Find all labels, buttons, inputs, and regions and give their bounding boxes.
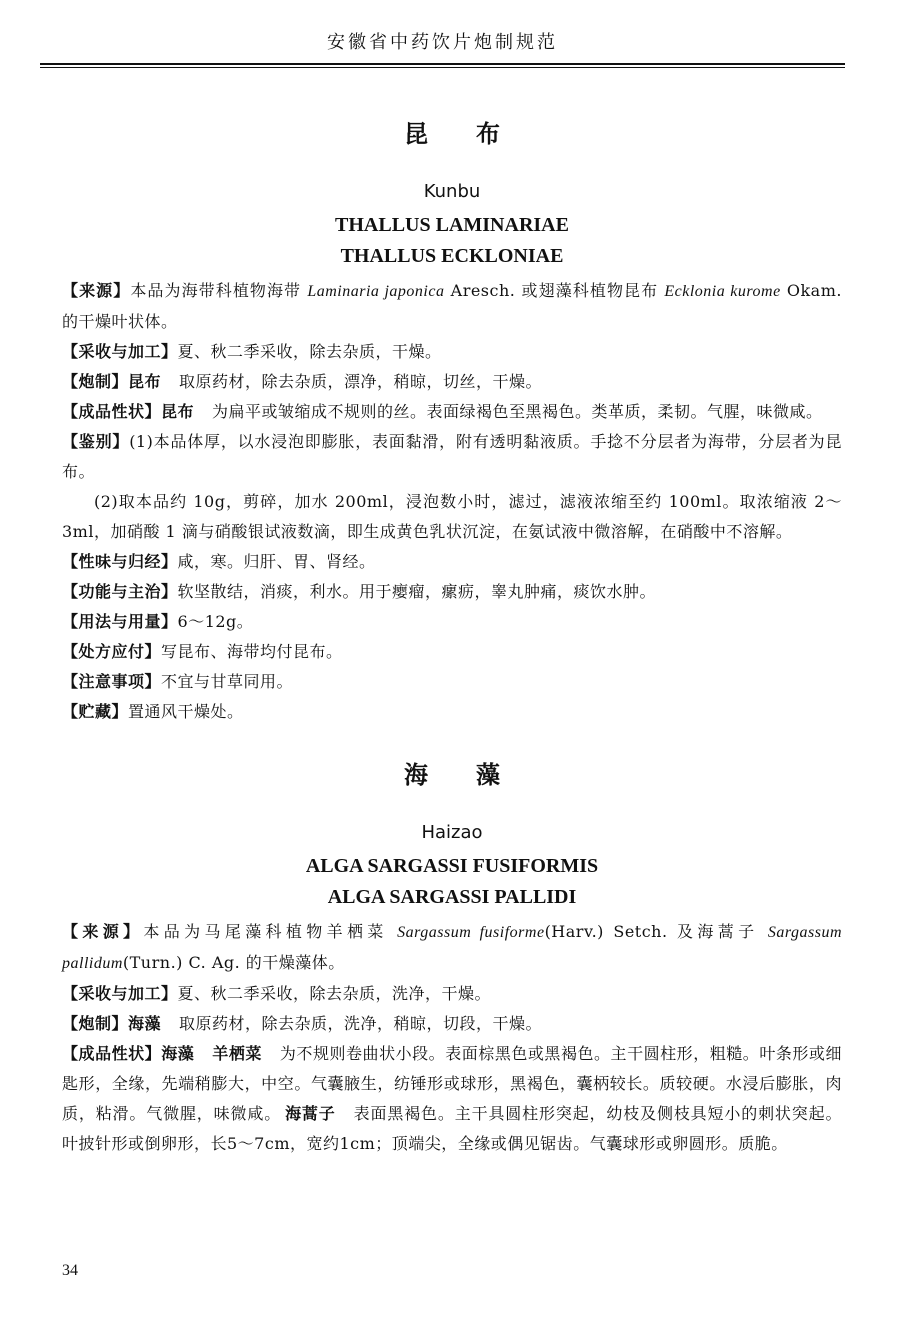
text: 本品为海带科植物海带: [130, 281, 308, 300]
text: 取原药材，除去杂质，漂净，稍晾，切丝，干燥。: [179, 372, 543, 391]
pinyin-name: Haizao: [421, 822, 483, 843]
page-number: 34: [62, 1262, 78, 1279]
taste-paragraph: [62, 547, 842, 577]
header-rule: [40, 63, 845, 68]
identification-paragraph-2: (2)取本品约 10g，剪碎，加水 200ml，浸泡数小时，滤过，滤液浓缩至约 100ml。取浓缩液 2～3ml，加硝酸 1 滴与硝酸银试液数滴，即生成黄色乳状沉淀，在氨试液中微溶解，在硝酸中不溶解。: [62, 492, 842, 541]
text: 置通风干燥处。: [128, 702, 244, 721]
product-paragraph: [62, 1039, 842, 1159]
source-paragraph: [62, 276, 842, 337]
field-label: 【炮制】: [62, 1014, 129, 1033]
source-paragraph: [62, 917, 842, 979]
text: 咸，寒。归肝、胃、肾经。: [177, 552, 376, 571]
text: 软坚散结，消痰，利水。用于瘿瘤，瘰疬，睾丸肿痛，痰饮水肿。: [177, 582, 657, 601]
harvest-paragraph: [62, 337, 842, 367]
sub-label: 昆布: [128, 372, 162, 391]
latin-name: THALLUS LAMINARIAE: [335, 214, 569, 236]
harvest-paragraph: [62, 979, 842, 1009]
latin-name: ALGA SARGASSI FUSIFORMIS: [305, 855, 599, 877]
text: 写昆布、海带均付昆布。: [161, 642, 343, 661]
text: 6～12g。: [177, 612, 254, 631]
field-label: 【鉴别】: [62, 432, 130, 451]
species-name: Sargassum fusiforme: [397, 924, 545, 941]
field-label: 【贮藏】: [62, 702, 129, 721]
section-kunbu: [62, 114, 842, 727]
identification-paragraph: [62, 427, 842, 487]
prescription-paragraph: [62, 637, 842, 667]
text: 表面黑褐色。主干具圆柱形突起，幼枝及侧枝具短小的刺状突起。叶披针形或倒卵形，长5～7cm，宽约1cm；顶端尖，全缘或偶见锯齿。气囊球形或卵圆形。质脆。: [62, 1104, 842, 1153]
field-label: 【采收与加工】: [62, 984, 178, 1003]
field-label: 【处方应付】: [62, 642, 162, 661]
sub-label: 羊栖菜: [212, 1044, 262, 1063]
section-title: 海藻: [404, 761, 548, 789]
text: 夏、秋二季采收，除去杂质，干燥。: [177, 342, 442, 361]
usage-paragraph: [62, 607, 842, 637]
field-label: 【成品性状】: [62, 402, 162, 421]
sub-label: 海藻: [161, 1044, 195, 1063]
storage-paragraph: [62, 697, 842, 727]
text: Aresch. 或翅藻科植物昆布: [444, 281, 665, 300]
text: 为扁平或皱缩成不规则的丝。表面绿褐色至黑褐色。类革质，柔韧。气腥，味微咸。: [212, 402, 823, 421]
pinyin-name: Kunbu: [423, 181, 481, 202]
section-haizao: [62, 755, 842, 1159]
field-label: 【注意事项】: [62, 672, 162, 691]
text: Okam. 的干燥叶状体。: [62, 281, 842, 331]
field-label: 【性味与归经】: [62, 552, 178, 571]
text: 夏、秋二季采收，除去杂质，洗净，干燥。: [177, 984, 492, 1003]
text: (Harv.) Setch. 及海蒿子: [544, 922, 768, 941]
text: 取原药材，除去杂质，洗净，稍晾，切段，干燥。: [179, 1014, 543, 1033]
running-header: 安徽省中药饮片炮制规范: [327, 32, 558, 53]
sub-label: 海蒿子: [285, 1104, 336, 1123]
product-paragraph: [62, 397, 842, 427]
field-label: 【功能与主治】: [62, 582, 178, 601]
text: 不宜与甘草同用。: [161, 672, 294, 691]
latin-name: ALGA SARGASSI PALLIDI: [327, 886, 577, 908]
sub-label: 海藻: [128, 1014, 162, 1033]
species-name: Ecklonia kurome: [664, 283, 781, 300]
page-body: [62, 100, 842, 1159]
text: 为不规则卷曲状小段。表面棕黑色或黑褐色。主干圆柱形，粗糙。叶条形或细匙形，全缘，先端稍膨大，中空。气囊腋生，纺锤形或球形，黑褐色，囊柄较长。质较硬。水浸后膨胀，肉质，粘滑。气微腥，味微咸。: [62, 1044, 842, 1123]
process-paragraph: [62, 367, 842, 397]
caution-paragraph: [62, 667, 842, 697]
field-label: 【成品性状】: [62, 1044, 162, 1063]
sub-label: 昆布: [161, 402, 195, 421]
function-paragraph: [62, 577, 842, 607]
text: (1)本品体厚，以水浸泡即膨胀，表面黏滑，附有透明黏液质。手捻不分层者为海带，分层者为昆布。: [62, 432, 842, 481]
field-label: 【采收与加工】: [62, 342, 178, 361]
process-paragraph: [62, 1009, 842, 1039]
section-title: 昆布: [404, 120, 548, 148]
text: (Turn.) C. Ag. 的干燥藻体。: [122, 953, 345, 972]
species-name: Laminaria japonica: [307, 283, 445, 300]
field-label: 【炮制】: [62, 372, 129, 391]
latin-name: THALLUS ECKLONIAE: [340, 245, 564, 267]
field-label: 【来源】: [62, 922, 144, 941]
species-name: Sargassum pallidum: [62, 924, 842, 972]
field-label: 【来源】: [62, 281, 131, 300]
text: 本品为马尾藻科植物羊栖菜: [143, 922, 398, 941]
field-label: 【用法与用量】: [62, 612, 178, 631]
